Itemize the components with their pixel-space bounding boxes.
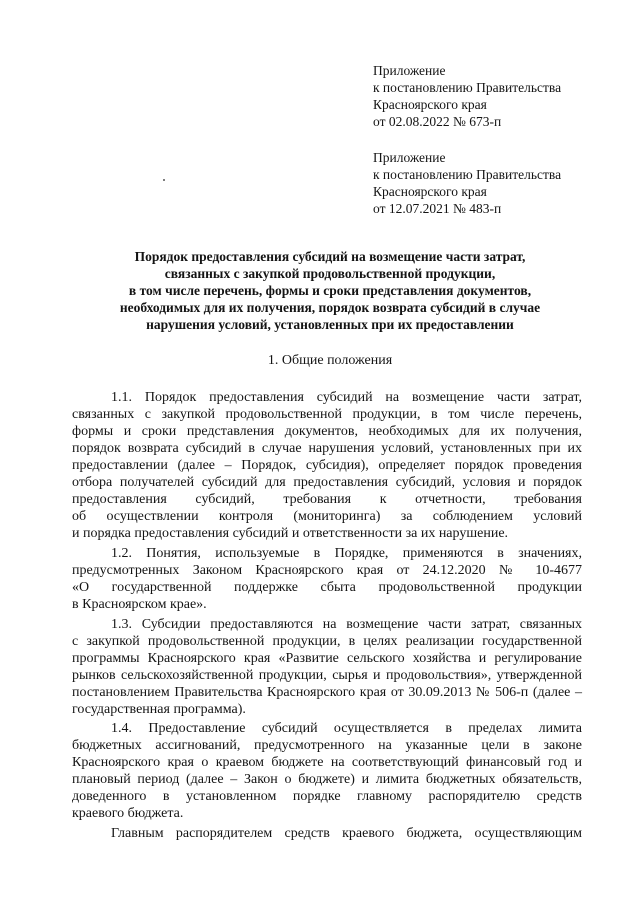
appendix-header-2 (373, 149, 635, 217)
paragraph-line: связанных с закупкой продовольственной продукции, в том числе перечень, (72, 407, 582, 422)
paragraph-line: государственная программа). (72, 702, 246, 717)
paragraph-line: формы и сроки представления документов, необходимых для их получения, (72, 424, 582, 439)
paragraph-line: 1.3. Субсидии предоставляются на возмещение части затрат, связанных (111, 617, 582, 632)
paragraph-line: «О государственной поддержке сбыта продовольственной продукции (72, 580, 582, 595)
paragraph-line: 1.2. Понятия, используемые в Порядке, применяются в значениях, (111, 546, 582, 561)
appendix-line: Приложение (373, 63, 446, 78)
appendix-line: Красноярского края (373, 184, 487, 199)
appendix-line: от 12.07.2021 № 483-п (373, 201, 502, 216)
paragraph-line: 1.1. Порядок предоставления субсидий на возмещение части затрат, (111, 390, 582, 405)
paragraph-line: доведенного в установленном порядке главному распорядителю средств (72, 789, 582, 804)
paragraph-line: Главным распорядителем средств краевого бюджета, осуществляющим (111, 826, 582, 841)
paragraph-line: бюджетных ассигнований, предусмотренного на указанные цели в законе (72, 738, 582, 753)
title-line: связанных с закупкой продовольственной продукции, (164, 266, 496, 281)
appendix-header-1 (373, 62, 635, 130)
paragraph-line: отбора получателей субсидий для предоставления субсидий, условия и порядок (72, 475, 582, 490)
paragraph-line: предоставления субсидий, требования к отчетности, требования (72, 492, 582, 507)
appendix-line: к постановлению Правительства (373, 80, 562, 95)
appendix-line: Приложение (373, 150, 446, 165)
title-line: в том числе перечень, формы и сроки представления документов, (128, 283, 532, 298)
appendix-line: к постановлению Правительства (373, 167, 562, 182)
document-title (80, 248, 580, 333)
appendix-line: от 02.08.2022 № 673-п (373, 114, 502, 129)
scan-speck (163, 179, 165, 181)
paragraph-line: программы Красноярского края «Развитие сельского хозяйства и регулирование (72, 651, 582, 666)
paragraph-line: краевого бюджета. (72, 806, 184, 821)
paragraph-line: предоставлении (далее – Порядок, субсидия), определяет порядок проведения (72, 458, 582, 473)
paragraph-line: постановлением Правительства Красноярского края от 30.09.2013 № 506-п (далее – (72, 685, 582, 700)
paragraph-line: и порядка предоставления субсидий и ответственности за их нарушение. (72, 526, 509, 541)
paragraph-line: 1.4. Предоставление субсидий осуществляется в пределах лимита (111, 721, 582, 736)
paragraph-line: об осуществлении контроля (мониторинга) за соблюдением условий (72, 509, 582, 524)
paragraph-line: в Красноярском крае». (72, 597, 207, 612)
paragraph-line: предусмотренных Законом Красноярского края от 24.12.2020 № 10-4677 (72, 563, 582, 578)
appendix-line: Красноярского края (373, 97, 487, 112)
title-line: нарушения условий, установленных при их предоставлении (146, 317, 514, 332)
section-heading: 1. Общие положения (267, 353, 393, 368)
paragraph-line: с закупкой продовольственной продукции, в целях реализации государственной (72, 634, 582, 649)
title-line: необходимых для их получения, порядок возврата субсидий в случае (119, 300, 541, 315)
paragraph-line: рынков сельскохозяйственной продукции, сырья и продовольствия», утвержденной (72, 668, 582, 683)
paragraph-line: плановый период (далее – Закон о бюджете) и лимита бюджетных обязательств, (72, 772, 582, 787)
title-line: Порядок предоставления субсидий на возмещение части затрат, (134, 249, 526, 264)
paragraph-line: Красноярского края о краевом бюджете на соответствующий финансовый год и (72, 755, 582, 770)
paragraph-line: порядок возврата субсидий в случае нарушения условий, установленных при их (72, 441, 582, 456)
